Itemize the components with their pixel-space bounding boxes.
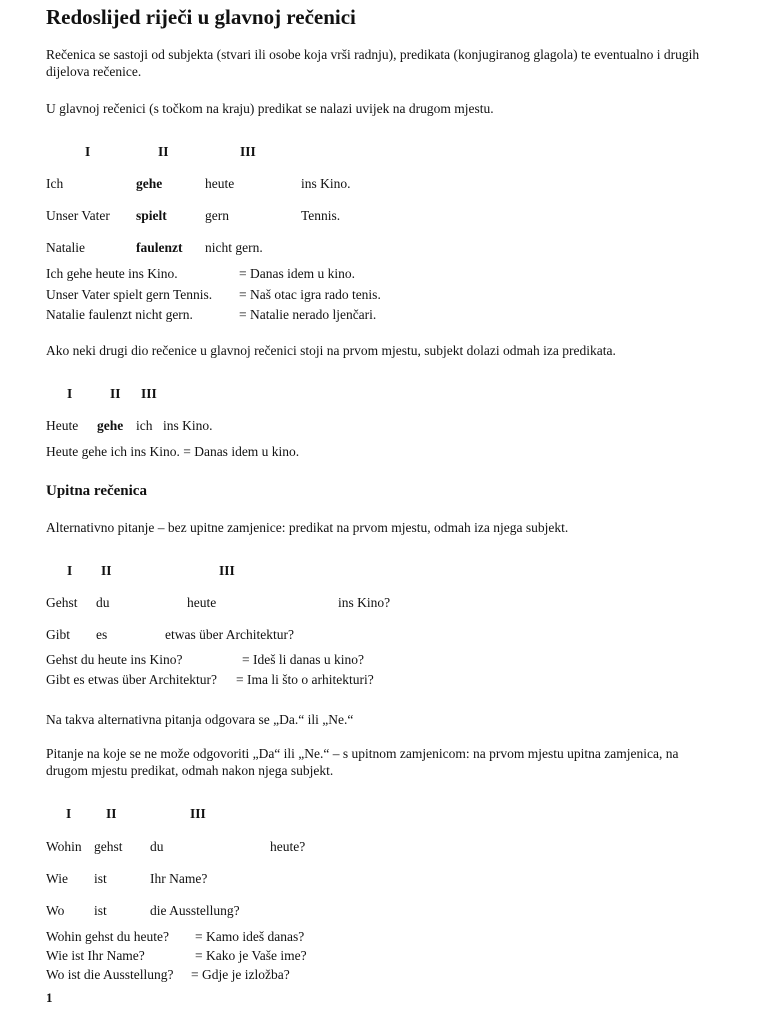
table-cell: ins Kino. (301, 176, 351, 191)
rule-question-word: Pitanje na koje se ne može odgovoriti „Da“ ili „Ne.“ – s upitnom zamjenicom: na prvom mjestu upitna zamjenica, na drugom mjestu predikat, odmah nakon njega subjekt. (46, 746, 679, 778)
example-sentence: Wie ist Ihr Name? (46, 948, 145, 963)
rule-inversion: Ako neki drugi dio rečenice u glavnoj rečenici stoji na prvom mjestu, subjekt dolazi odmah iza predikata. (46, 343, 616, 358)
example-sentence: Ich gehe heute ins Kino. (46, 266, 178, 281)
table-cell: Ich (46, 176, 64, 191)
table-cell: ins Kino? (338, 595, 391, 610)
position-header-iii: III (240, 144, 256, 159)
position-header-i: I (85, 144, 91, 159)
position-header-ii: II (101, 563, 112, 578)
table-cell: heute? (270, 839, 306, 854)
table-cell: es (96, 627, 108, 642)
table-cell: nicht gern. (205, 240, 263, 255)
table-cell: du (150, 839, 164, 854)
example-translation: = Kako je Vaše ime? (195, 948, 307, 963)
example-translation: = Danas idem u kino. (239, 266, 355, 281)
page-number: 1 (46, 990, 53, 1005)
table-cell: heute (205, 176, 235, 191)
table-cell: heute (187, 595, 217, 610)
rule-yes-no-answer: Na takva alternativna pitanja odgovara se „Da.“ ili „Ne.“ (46, 712, 354, 727)
table-cell: Heute (46, 418, 79, 433)
example-translation: = Ideš li danas u kino? (242, 652, 364, 667)
example-sentence: Heute gehe ich ins Kino. = Danas idem u kino. (46, 444, 300, 459)
table-cell: Wo (46, 903, 65, 918)
table-cell: ins Kino. (163, 418, 213, 433)
position-header-iii: III (219, 563, 235, 578)
table-cell: Natalie (46, 240, 85, 255)
position-header-iii: III (190, 806, 206, 821)
rule-alternative-question: Alternativno pitanje – bez upitne zamjenice: predikat na prvom mjestu, odmah iza njega subjekt. (46, 520, 569, 535)
example-sentence: Gehst du heute ins Kino? (46, 652, 183, 667)
position-header-ii: II (158, 144, 169, 159)
position-header-ii: II (110, 386, 121, 401)
table-cell: Wie (46, 871, 68, 886)
intro-paragraph: Rečenica se sastoji od subjekta (stvari ili osobe koja vrši radnju), predikata (konjugiranog glagola) te eventualno i drugih dijelova rečenice. (46, 47, 700, 79)
example-sentence: Wo ist die Ausstellung? (46, 967, 174, 982)
table-cell-predicate: faulenzt (136, 240, 183, 255)
table-cell: etwas über Architektur? (165, 627, 294, 642)
rule-predicate-second: U glavnoj rečenici (s točkom na kraju) predikat se nalazi uvijek na drugom mjestu. (46, 101, 494, 116)
example-sentence: Natalie faulenzt nicht gern. (46, 307, 193, 322)
example-translation: = Ima li što o arhitekturi? (236, 672, 374, 687)
table-cell: gehst (94, 839, 123, 854)
position-header-i: I (66, 806, 72, 821)
table-cell: die Ausstellung? (150, 903, 240, 918)
table-cell: Gibt (46, 627, 71, 642)
example-sentence: Gibt es etwas über Architektur? (46, 672, 217, 687)
table-cell: du (96, 595, 110, 610)
section-heading: Upitna rečenica (46, 483, 147, 499)
position-header-i: I (67, 563, 73, 578)
example-translation: = Gdje je izložba? (191, 967, 290, 982)
position-header-iii: III (141, 386, 157, 401)
table-cell: Ihr Name? (150, 871, 208, 886)
table-cell: gern (205, 208, 229, 223)
example-translation: = Kamo ideš danas? (195, 929, 305, 944)
example-sentence: Wohin gehst du heute? (46, 929, 170, 944)
table-cell: ist (94, 871, 107, 886)
example-translation: = Naš otac igra rado tenis. (239, 287, 381, 302)
example-sentence: Unser Vater spielt gern Tennis. (46, 287, 213, 302)
table-cell: Gehst (46, 595, 78, 610)
table-cell-predicate: gehe (97, 418, 124, 433)
table-cell-predicate: gehe (136, 176, 163, 191)
table-cell: ich (136, 418, 153, 433)
page-title: Redoslijed riječi u glavnoj rečenici (46, 5, 356, 29)
example-translation: = Natalie nerado ljenčari. (239, 307, 377, 322)
table-cell: Wohin (46, 839, 82, 854)
table-cell: ist (94, 903, 107, 918)
position-header-i: I (67, 386, 73, 401)
table-cell-predicate: spielt (136, 208, 167, 223)
table-cell: Unser Vater (46, 208, 110, 223)
position-header-ii: II (106, 806, 117, 821)
table-cell: Tennis. (301, 208, 341, 223)
